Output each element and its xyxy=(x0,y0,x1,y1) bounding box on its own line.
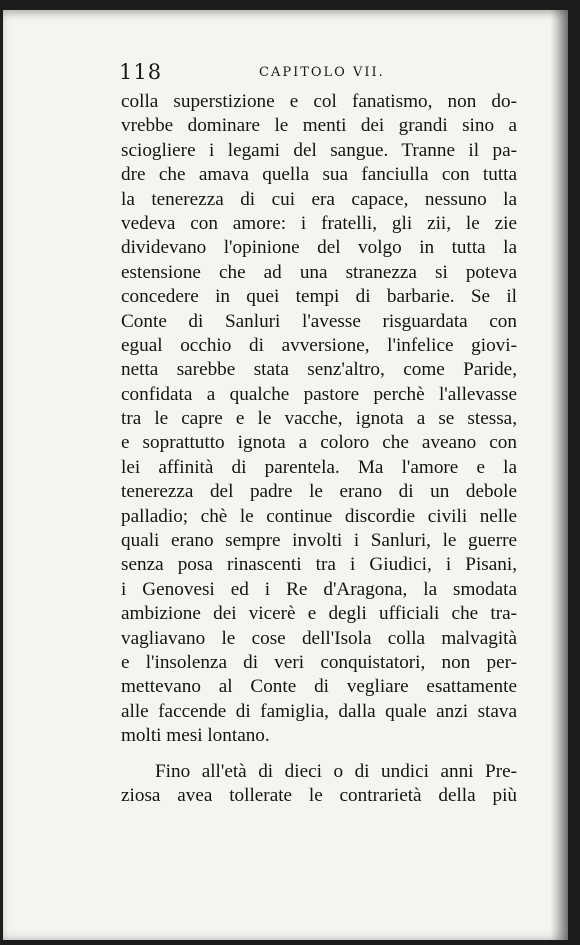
text-line: netta sarebbe stata senz'altro, come Paride, xyxy=(121,359,517,381)
body-text xyxy=(121,90,517,808)
text-line: Fino all'età di dieci o di undici anni Pre- xyxy=(155,760,517,782)
text-line: ambizione dei vicerè e degli ufficiali che tra- xyxy=(121,603,517,625)
text-line: estensione che ad una stranezza si poteva xyxy=(121,261,517,283)
text-line: lei affinità di parentela. Ma l'amore e la xyxy=(121,456,517,478)
text-line: egual occhio di avversione, l'infelice giovi- xyxy=(121,334,517,356)
page-header xyxy=(119,60,519,86)
text-line: ziosa avea tollerate le contrarietà della più xyxy=(121,784,517,806)
book-page xyxy=(3,10,568,940)
text-line: tra le capre e le vacche, ignota a se stessa, xyxy=(121,408,517,430)
text-line: vrebbe dominare le menti dei grandi sino a xyxy=(121,115,517,137)
text-line: i Genovesi ed i Re d'Aragona, la smodata xyxy=(121,578,517,600)
text-line: dividevano l'opinione del volgo in tutta la xyxy=(121,237,517,259)
text-line: e l'insolenza di veri conquistatori, non per- xyxy=(121,651,517,673)
running-head: CAPITOLO VII. xyxy=(259,65,385,80)
text-line: tenerezza del padre le erano di un debole xyxy=(121,481,517,503)
text-line: vagliavano le cose dell'Isola colla malvagità xyxy=(121,627,517,649)
page-number: 118 xyxy=(119,60,163,84)
text-line: alle faccende di famiglia, dalla quale anzi stava xyxy=(121,700,517,722)
text-line: colla superstizione e col fanatismo, non do- xyxy=(121,91,517,112)
text-line: palladio; chè le continue discordie civili nelle xyxy=(121,505,517,527)
text-line: dre che amava quella sua fanciulla con tutta xyxy=(121,164,517,186)
text-line: Conte di Sanluri l'avesse risguardata con xyxy=(121,310,517,332)
text-line: senza posa rinascenti tra i Giudici, i Pisani, xyxy=(121,554,517,576)
text-line: concedere in quei tempi di barbarie. Se il xyxy=(121,286,517,308)
page-gutter-shadow xyxy=(550,10,568,940)
text-line: sciogliere i legami del sangue. Tranne il pa- xyxy=(121,139,517,161)
text-line: mettevano al Conte di vegliare esattamente xyxy=(121,676,517,698)
text-line: molti mesi lontano. xyxy=(121,725,270,747)
text-line: confidata a qualche pastore perchè l'allevasse xyxy=(121,383,517,405)
text-line: vedeva con amore: i fratelli, gli zii, le zie xyxy=(121,212,517,234)
text-line: e soprattutto ignota a coloro che aveano con xyxy=(121,432,517,454)
paragraph-gap xyxy=(121,749,517,760)
text-line: la tenerezza di cui era capace, nessuno la xyxy=(121,188,517,210)
text-line: quali erano sempre involti i Sanluri, le guerre xyxy=(121,530,517,552)
